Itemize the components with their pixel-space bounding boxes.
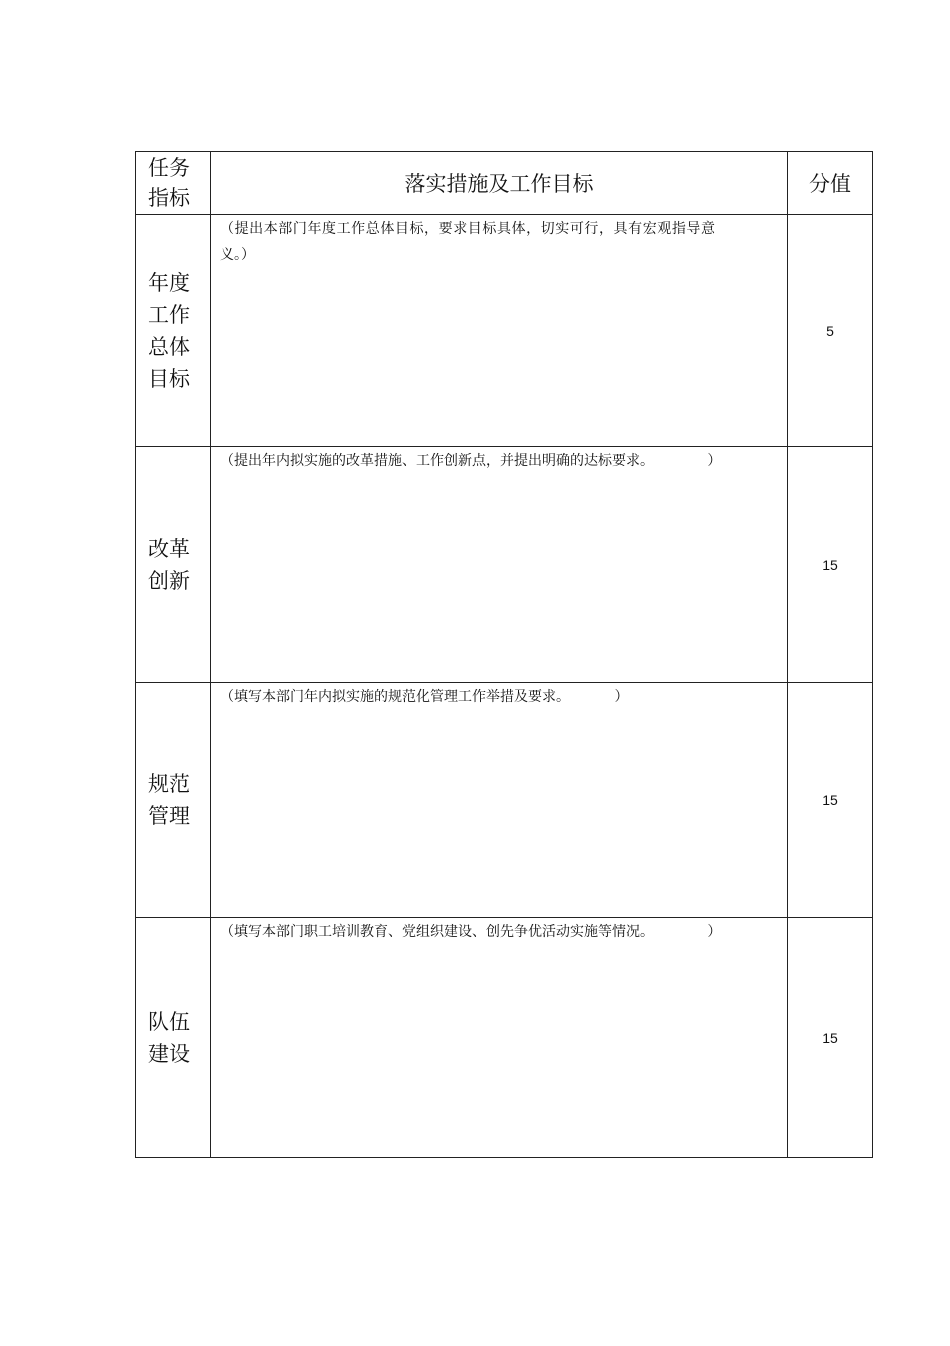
table-header-row xyxy=(136,152,873,215)
table-row-annual-goal xyxy=(136,215,873,447)
table-row-standard-management xyxy=(136,683,873,918)
description-team-building[interactable]: （填写本部门职工培训教育、党组织建设、创先争优活动实施等情况。 ） xyxy=(211,918,788,1158)
description-reform-innovation[interactable]: （提出年内拟实施的改革措施、工作创新点，并提出明确的达标要求。 ） xyxy=(211,447,788,683)
description-standard-management[interactable]: （填写本部门年内拟实施的规范化管理工作举措及要求。 ） xyxy=(211,683,788,918)
table-row-reform-innovation xyxy=(136,447,873,683)
header-task-indicator-line1: 任务 xyxy=(148,156,190,180)
score-team-building: 15 xyxy=(788,918,873,1158)
table-row-team-building xyxy=(136,918,873,1158)
score-reform-innovation: 15 xyxy=(788,447,873,683)
category-reform-innovation: 改革 创新 xyxy=(136,447,211,683)
task-indicator-table xyxy=(135,151,873,1158)
description-annual-goal[interactable]: （提出本部门年度工作总体目标，要求目标具体，切实可行，具有宏观指导意义。） xyxy=(211,215,788,447)
header-task-indicator xyxy=(136,152,211,215)
score-annual-goal: 5 xyxy=(788,215,873,447)
header-score: 分值 xyxy=(788,152,873,215)
header-task-indicator-line2: 指标 xyxy=(148,186,190,210)
category-annual-goal: 年度 工作 总体 目标 xyxy=(136,215,211,447)
category-standard-management: 规范 管理 xyxy=(136,683,211,918)
score-standard-management: 15 xyxy=(788,683,873,918)
header-measures-goals: 落实措施及工作目标 xyxy=(211,152,788,215)
category-team-building: 队伍 建设 xyxy=(136,918,211,1158)
